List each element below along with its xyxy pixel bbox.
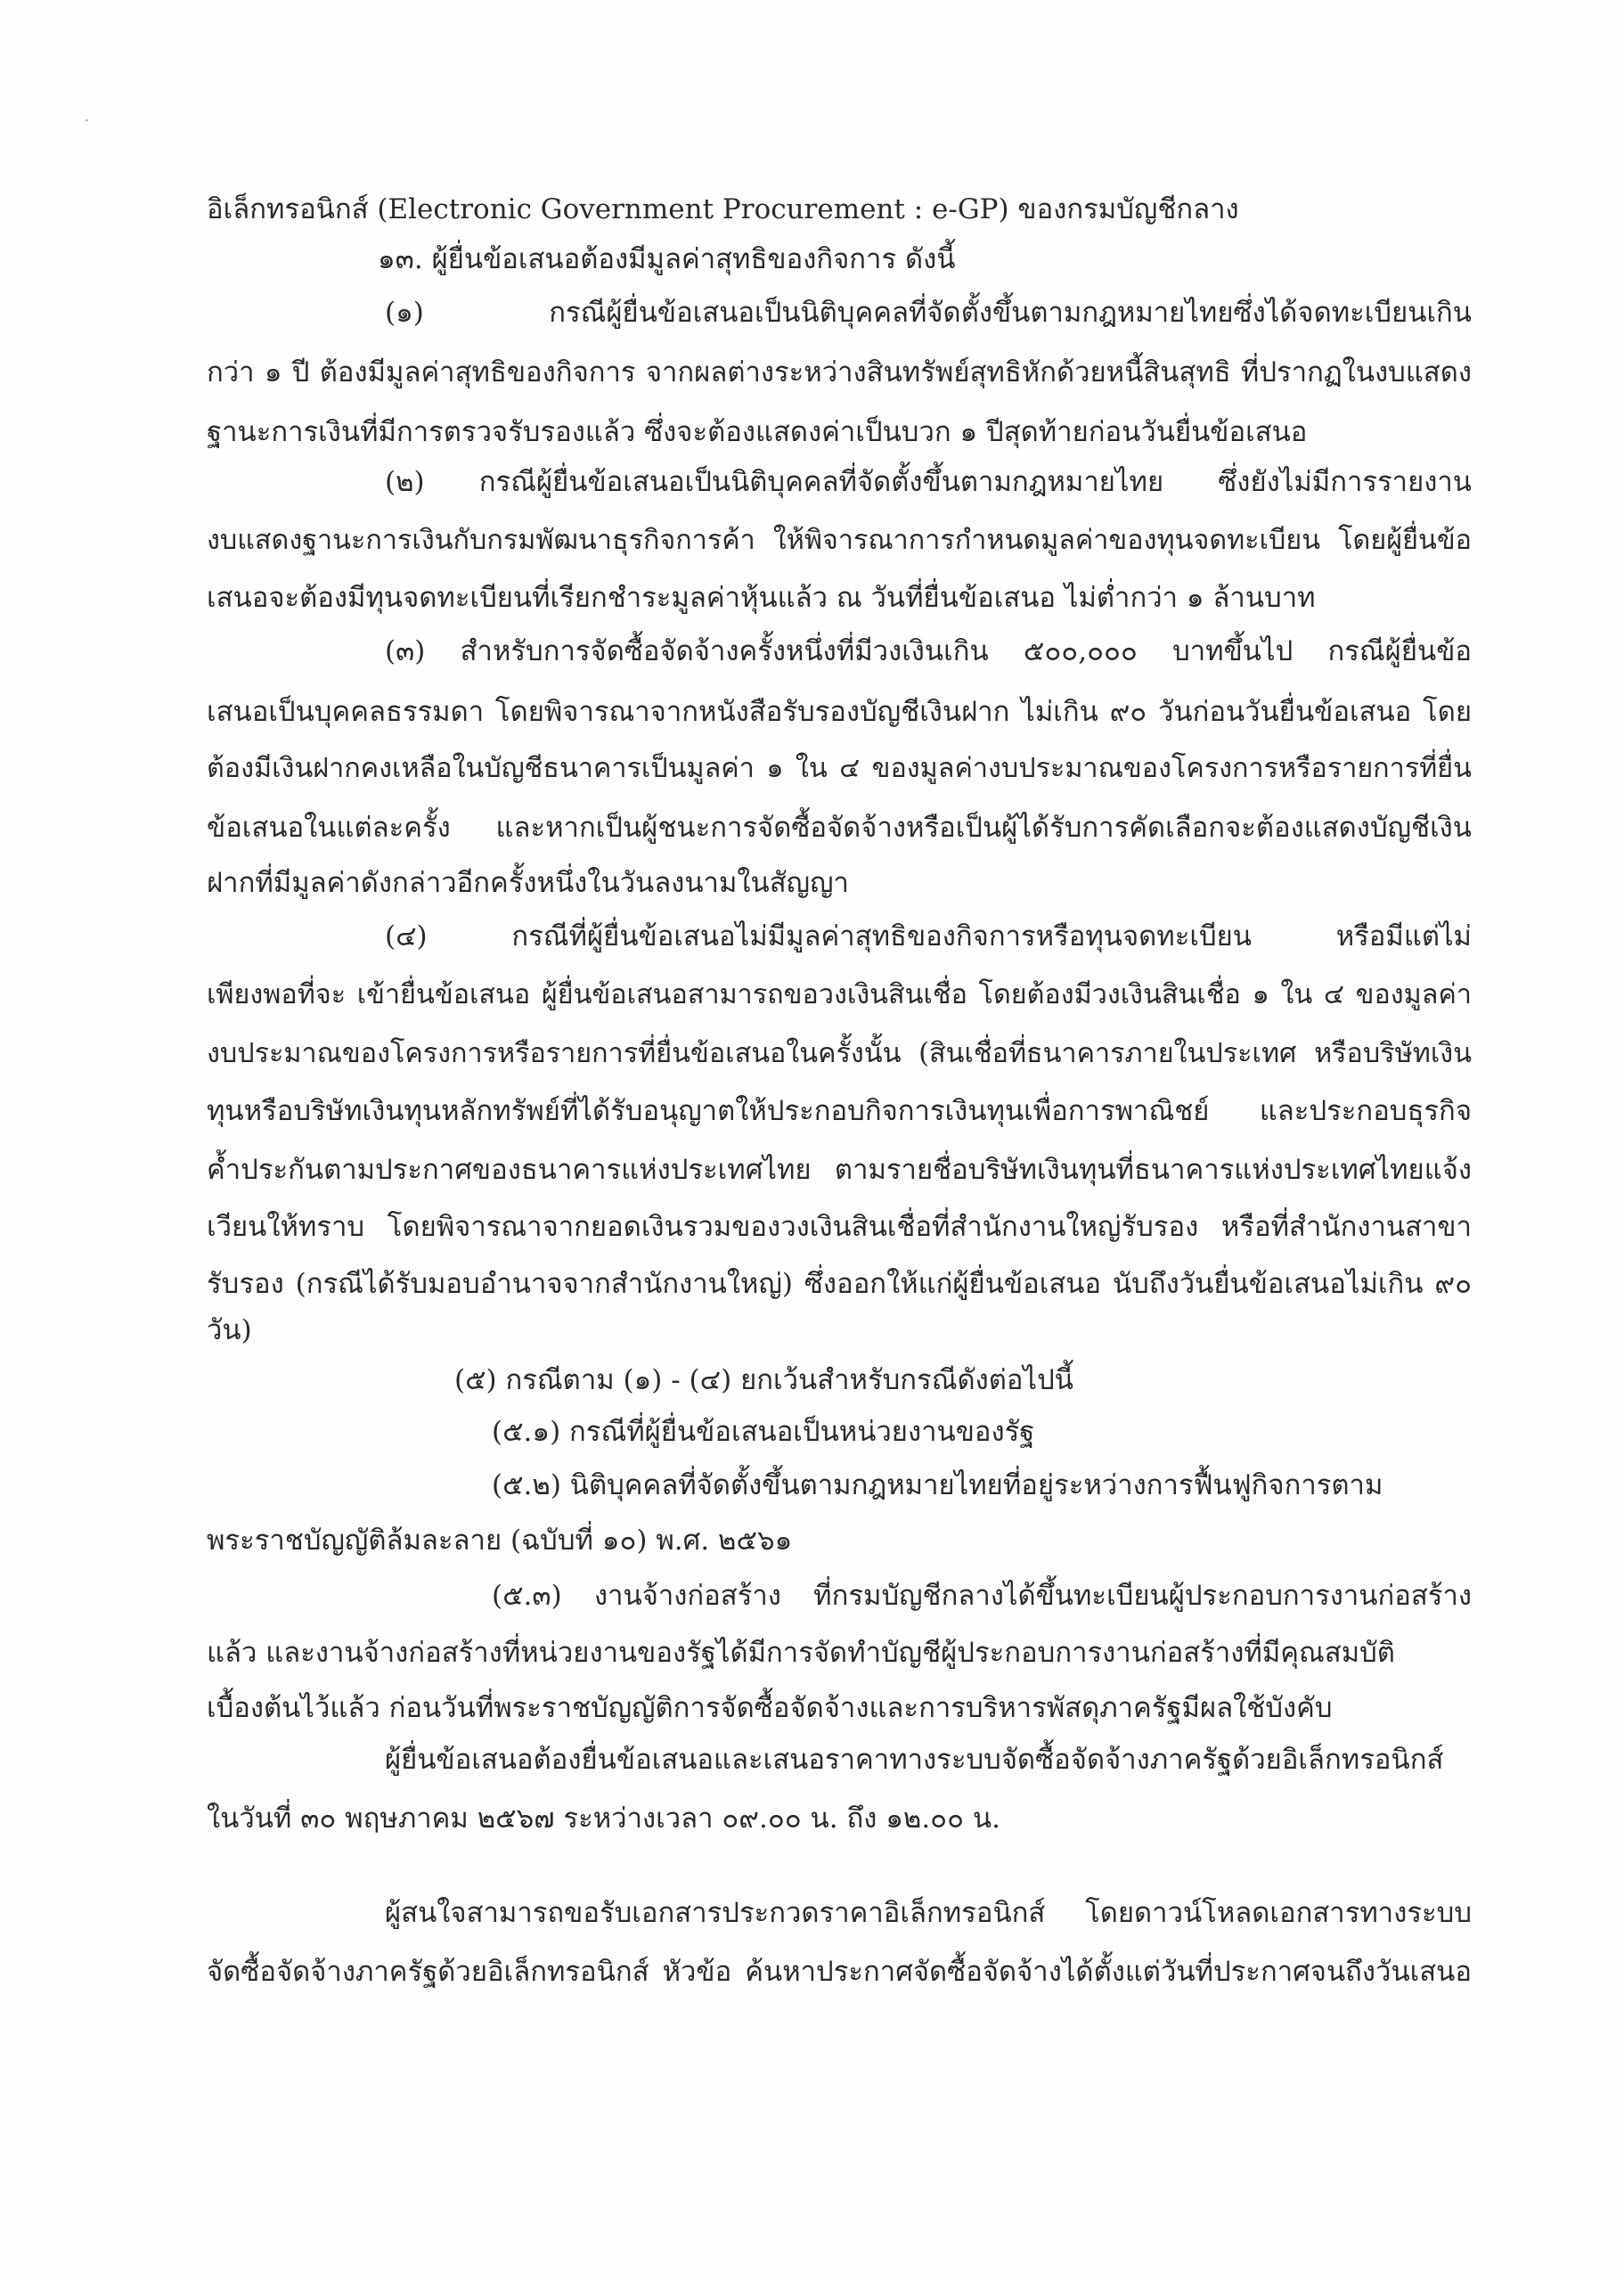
clause-13-4-line-6: เวียนให้ทราบ โดยพิจารณาจากยอดเงินรวมของวงเงินสินเชื่อที่สำนักงานใหญ่รับรอง หรือที่สำนักงานสาขา: [207, 1211, 1472, 1243]
clause-13-4-line-5: ค้ำประกันตามประกาศของธนาคารแห่งประเทศไทย ตามรายชื่อบริษัทเงินทุนที่ธนาคารแห่งประเทศไทยแจ้ง: [207, 1154, 1472, 1186]
submission-line-1: ผู้ยื่นข้อเสนอต้องยื่นข้อเสนอและเสนอราคาทางระบบจัดซื้อจัดจ้างภาครัฐด้วยอิเล็กทรอนิกส์: [385, 1744, 1444, 1776]
submission-date-line: ในวันที่ ๓๐ พฤษภาคม ๒๕๖๗ ระหว่างเวลา ๐๙.๐๐ น. ถึง ๑๒.๐๐ น.: [207, 1803, 1000, 1835]
clause-13-5-1: (๕.๑) กรณีที่ผู้ยื่นข้อเสนอเป็นหน่วยงานของรัฐ: [492, 1416, 1035, 1448]
clause-13-4-line-7: รับรอง (กรณีได้รับมอบอำนาจจากสำนักงานใหญ่) ซึ่งออกให้แก่ผู้ยื่นข้อเสนอ นับถึงวันยื่นข้อเสนอไม่เกิน ๙๐: [207, 1268, 1472, 1300]
clause-13-5-heading: (๕) กรณีตาม (๑) - (๔) ยกเว้นสำหรับกรณีดังต่อไปนี้: [454, 1364, 1073, 1396]
clause-13-5-2-line-2: พระราชบัญญัติล้มละลาย (ฉบับที่ ๑๐) พ.ศ. ๒๕๖๑: [207, 1525, 793, 1557]
clause-13-3-line-5: ฝากที่มีมูลค่าดังกล่าวอีกครั้งหนึ่งในวันลงนามในสัญญา: [207, 867, 849, 899]
clause-13-3-line-1: (๓) สำหรับการจัดซื้อจัดจ้างครั้งหนึ่งที่มีวงเงินเกิน ๕๐๐,๐๐๐ บาทขึ้นไป กรณีผู้ยื่นข้อ: [385, 635, 1472, 667]
clause-13-1-line-3: ฐานะการเงินที่มีการตรวจรับรองแล้ว ซึ่งจะต้องแสดงค่าเป็นบวก ๑ ปีสุดท้ายก่อนวันยื่นข้อเสนอ: [207, 416, 1308, 448]
clause-13-3-line-2: เสนอเป็นบุคคลธรรมดา โดยพิจารณาจากหนังสือรับรองบัญชีเงินฝาก ไม่เกิน ๙๐ วันก่อนวันยื่นข้อเสนอ โดย: [207, 696, 1472, 728]
clause-13-2-line-2: งบแสดงฐานะการเงินกับกรมพัฒนาธุรกิจการค้า ให้พิจารณาการกำหนดมูลค่าของทุนจดทะเบียน โดยผู้ยื่นข้อ: [207, 525, 1472, 556]
clause-13-2-line-3: เสนอจะต้องมีทุนจดทะเบียนที่เรียกชำระมูลค่าหุ้นแล้ว ณ วันที่ยื่นข้อเสนอ ไม่ต่ำกว่า ๑ ล้านบาท: [207, 582, 1316, 614]
clause-13-5-3-line-2: แล้ว และงานจ้างก่อสร้างที่หน่วยงานของรัฐได้มีการจัดทำบัญชีผู้ประกอบการงานก่อสร้างที่มีคุณสมบัติ: [207, 1637, 1395, 1669]
download-notice-line-1: ผู้สนใจสามารถขอรับเอกสารประกวดราคาอิเล็กทรอนิกส์ โดยดาวน์โหลดเอกสารทางระบบ: [385, 1897, 1472, 1929]
clause-13-3-line-4: ข้อเสนอในแต่ละครั้ง และหากเป็นผู้ชนะการจัดซื้อจัดจ้างหรือเป็นผู้ได้รับการคัดเลือกจะต้องแสดงบัญชีเงิน: [207, 812, 1472, 844]
clause-13-4-line-3: งบประมาณของโครงการหรือรายการที่ยื่นข้อเสนอในครั้งนั้น (สินเชื่อที่ธนาคารภายในประเทศ หรือบริษัทเงิน: [207, 1038, 1472, 1069]
clause-13-2-line-1: (๒) กรณีผู้ยื่นข้อเสนอเป็นนิติบุคคลที่จัดตั้งขึ้นตามกฎหมายไทย ซึ่งยังไม่มีการรายงาน: [385, 466, 1472, 498]
clause-13-1-line-1: (๑) กรณีผู้ยื่นข้อเสนอเป็นนิติบุคคลที่จัดตั้งขึ้นตามกฎหมายไทยซึ่งได้จดทะเบียนเกิน: [385, 297, 1472, 329]
clause-13-1-line-2: กว่า ๑ ปี ต้องมีมูลค่าสุทธิของกิจการ จากผลต่างระหว่างสินทรัพย์สุทธิหักด้วยหนี้สินสุทธิ ที่ปรากฏในงบแสดง: [207, 356, 1472, 388]
scan-speck: [86, 119, 88, 121]
clause-13-heading: ๑๓. ผู้ยื่นข้อเสนอต้องมีมูลค่าสุทธิของกิจการ ดังนี้: [378, 243, 956, 275]
clause-13-4-line-4: ทุนหรือบริษัทเงินทุนหลักทรัพย์ที่ได้รับอนุญาตให้ประกอบกิจการเงินทุนเพื่อการพาณิชย์ และประกอบธุรกิจ: [207, 1095, 1472, 1127]
clause-13-4-line-1: (๔) กรณีที่ผู้ยื่นข้อเสนอไม่มีมูลค่าสุทธิของกิจการหรือทุนจดทะเบียน หรือมีแต่ไม่: [385, 920, 1472, 952]
clause-13-5-3-line-3: เบื้องต้นไว้แล้ว ก่อนวันที่พระราชบัญญัติการจัดซื้อจัดจ้างและการบริหารพัสดุภาครัฐมีผลใช้บังคับ: [207, 1692, 1333, 1724]
clause-13-4-line-2: เพียงพอที่จะ เข้ายื่นข้อเสนอ ผู้ยื่นข้อเสนอสามารถขอวงเงินสินเชื่อ โดยต้องมีวงเงินสินเชื่อ ๑ ใน ๔ ของมูลค่า: [207, 979, 1472, 1010]
clause-13-5-3-line-1: (๕.๓) งานจ้างก่อสร้าง ที่กรมบัญชีกลางได้ขึ้นทะเบียนผู้ประกอบการงานก่อสร้าง: [492, 1580, 1472, 1612]
clause-13-3-line-3: ต้องมีเงินฝากคงเหลือในบัญชีธนาคารเป็นมูลค่า ๑ ใน ๔ ของมูลค่างบประมาณของโครงการหรือรายการที่ยื่น: [207, 753, 1472, 784]
download-notice-line-2: จัดซื้อจัดจ้างภาครัฐด้วยอิเล็กทรอนิกส์ หัวข้อ ค้นหาประกาศจัดซื้อจัดจ้างได้ตั้งแต่วันที่ประกาศจนถึงวันเสนอ: [207, 1956, 1472, 1988]
clause-13-5-2-line-1: (๕.๒) นิติบุคคลที่จัดตั้งขึ้นตามกฎหมายไทยที่อยู่ระหว่างการฟื้นฟูกิจการตาม: [492, 1469, 1383, 1501]
text-line-continuation: อิเล็กทรอนิกส์ (Electronic Government Procurement : e-GP) ของกรมบัญชีกลาง: [207, 193, 1239, 225]
clause-13-4-line-8: วัน): [207, 1314, 252, 1346]
